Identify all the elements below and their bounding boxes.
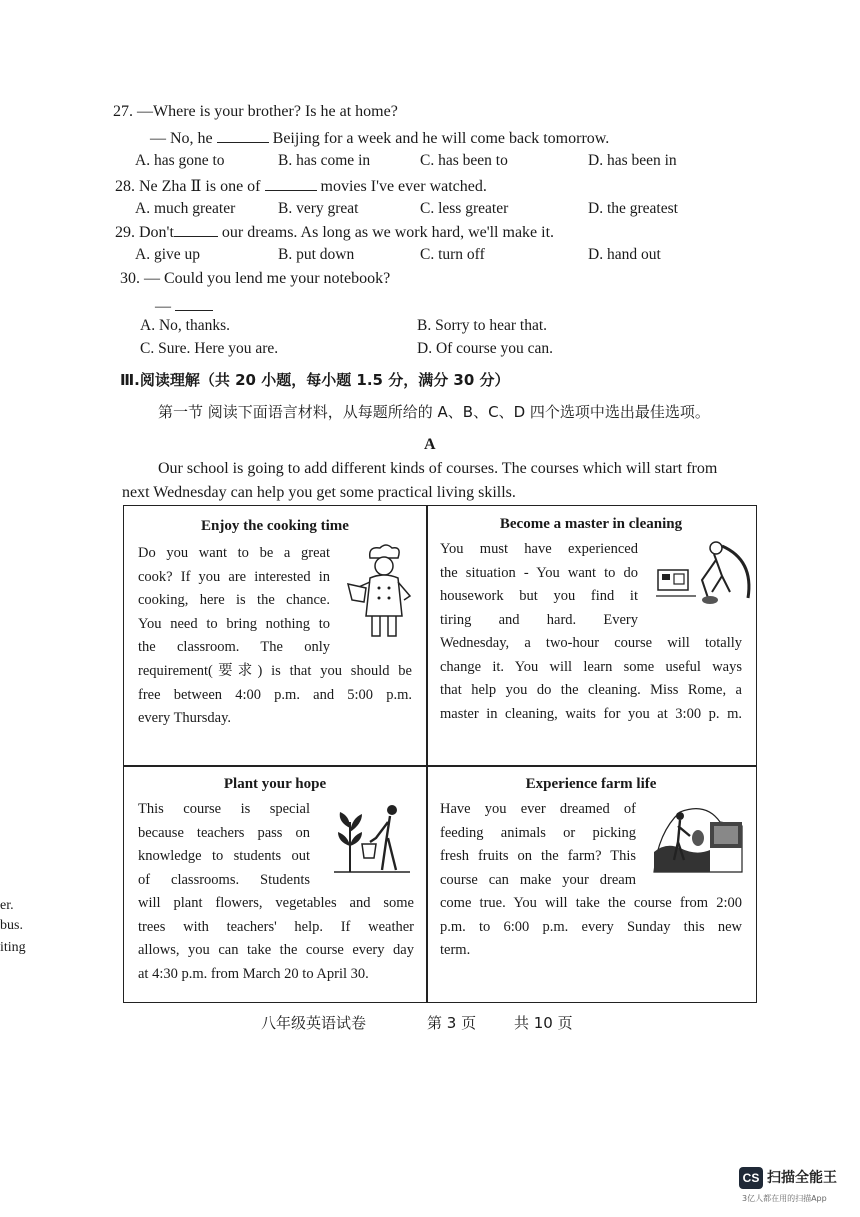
chef-illustration (346, 544, 420, 644)
option-b: B. put down (278, 246, 355, 263)
cooking-course-text-top: Do you want to be a great cook? If you are interested in cooking, here is the chance. You need to bring nothing to the classroom. The only (138, 545, 330, 656)
plant-course-text-top: This course is special because teachers pass on knowledge to students out of classrooms. Students (138, 801, 310, 888)
answer-blank (265, 176, 317, 191)
section-heading: Ⅲ.阅读理解（共 20 小题，每小题 1.5 分，满分 30 分） (120, 371, 510, 389)
cooking-course-text-bottom: requirement(要求) is that you should be free between 4:00 p.m. and 5:00 p.m. every Thursday. (138, 663, 412, 727)
course-grid (123, 505, 757, 1003)
cleaning-course-title: Become a master in cleaning (499, 516, 683, 532)
plant-course-text-bottom: will plant flowers, vegetables and some trees with teachers' help. If weather allows, you can take the course every day at 4:30 p.m. from March 20 to April 30. (138, 895, 414, 982)
camscanner-logo-icon: CS (739, 1167, 763, 1189)
planting-illustration (330, 802, 414, 876)
option-d: D. hand out (588, 246, 661, 263)
passage-letter: A (424, 436, 436, 453)
option-d: D. the greatest (588, 200, 678, 217)
cleaning-illustration (652, 540, 756, 612)
option-d: D. has been in (588, 152, 677, 169)
question-29-stem: 29. Don't our dreams. As long as we work hard, we'll make it. (115, 224, 555, 241)
passage-intro-line2: next Wednesday can help you get some practical living skills. (122, 484, 516, 501)
answer-blank (175, 296, 213, 311)
option-c: C. turn off (420, 246, 485, 263)
answer-blank (217, 128, 269, 143)
option-a: A. much greater (135, 200, 236, 217)
cleaning-course-text-top: You must have experienced the situation - You want to do housework but you find it tiring and hard. Every (440, 541, 638, 628)
option-b: B. Sorry to hear that. (417, 317, 548, 334)
question-30-stem: 30. — Could you lend me your notebook? (120, 270, 391, 287)
plant-course-title: Plant your hope (223, 776, 327, 792)
watermark-app-name: 扫描全能王 (767, 1170, 837, 1186)
footer-page-number: 第 3 页 (427, 1014, 477, 1032)
passage-intro-line1: Our school is going to add different kinds of courses. The courses which will start from (158, 460, 718, 477)
grid-divider-vertical (426, 506, 428, 1002)
option-c: C. Sure. Here you are. (140, 340, 279, 357)
section-instruction: 第一节 阅读下面语言材料，从每题所给的 A、B、C、D 四个选项中选出最佳选项。 (158, 403, 710, 421)
footer-subject: 八年级英语试卷 (261, 1014, 367, 1032)
margin-fragment: bus. (0, 918, 23, 933)
option-c: C. has been to (420, 152, 508, 169)
farm-course-text-top: Have you ever dreamed of feeding animals or picking fresh fruits on the farm? This course can make your dream (440, 801, 636, 888)
question-27-stem: 27. —Where is your brother? Is he at home? (113, 103, 398, 120)
option-b: B. very great (278, 200, 359, 217)
option-a: A. has gone to (135, 152, 225, 169)
question-27-reply: — No, he Beijing for a week and he will come back tomorrow. (150, 130, 610, 147)
option-d: D. Of course you can. (417, 340, 554, 357)
cleaning-course-text-bottom: Wednesday, a two-hour course will totally change it. You will learn some useful ways that help you do the cleaning. Miss Rome, a master in cleaning, waits for you at 3:00 p. m. (440, 635, 742, 722)
watermark-tagline: 3亿人都在用的扫描App (742, 1194, 827, 1203)
farm-course-title: Experience farm life (525, 776, 657, 792)
option-c: C. less greater (420, 200, 509, 217)
answer-blank (174, 222, 218, 237)
question-30-reply: — (155, 296, 213, 316)
cooking-course-title: Enjoy the cooking time (201, 518, 349, 534)
option-a: A. give up (135, 246, 201, 263)
margin-fragment: iting (0, 940, 26, 955)
footer-total-pages: 共 10 页 (514, 1014, 573, 1032)
question-28-stem: 28. Ne Zha Ⅱ is one of movies I've ever watched. (115, 178, 487, 195)
margin-fragment: er. (0, 898, 14, 913)
option-a: A. No, thanks. (140, 317, 230, 334)
grid-divider-horizontal (124, 765, 756, 767)
farm-course-text-bottom: come true. You will take the course from 2:00 p.m. to 6:00 p.m. every Sunday this new term. (440, 895, 742, 959)
option-b: B. has come in (278, 152, 371, 169)
farm-illustration (650, 802, 746, 878)
